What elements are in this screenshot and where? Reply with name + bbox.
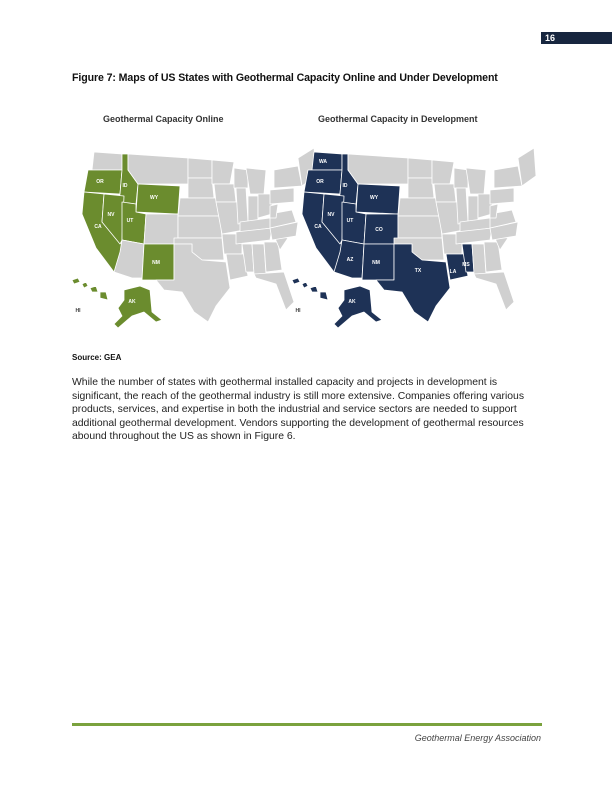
- figure-source: Source: GEA: [72, 353, 122, 362]
- state-wi: [234, 168, 248, 188]
- map-geothermal-online: [70, 140, 310, 330]
- map-geothermal-development: [290, 140, 530, 330]
- state-label-or: OR: [316, 179, 324, 185]
- state-label-nm: NM: [152, 260, 160, 266]
- state-label-az: AZ: [346, 257, 354, 263]
- state-ak-active: [334, 286, 382, 328]
- state-label-tx: TX: [414, 268, 422, 274]
- state-label-co: CO: [375, 227, 383, 233]
- state-in: [468, 196, 478, 222]
- state-nd: [188, 158, 212, 178]
- state-mn: [432, 160, 454, 184]
- state-label-nv: NV: [327, 212, 335, 218]
- state-label-hi: HI: [75, 308, 81, 314]
- state-label-wy: WY: [369, 195, 379, 201]
- state-sd: [188, 178, 214, 198]
- state-wi: [454, 168, 468, 188]
- state-label-ak: AK: [348, 299, 356, 305]
- state-mi: [466, 168, 486, 194]
- state-mn: [212, 160, 234, 184]
- state-pa: [490, 188, 514, 204]
- state-ia: [434, 184, 456, 202]
- state-mt: [128, 154, 188, 184]
- state-label-id: ID: [342, 183, 348, 189]
- state-label-hi: HI: [295, 308, 301, 314]
- state-label-wy: WY: [149, 195, 159, 201]
- map-title-development: Geothermal Capacity in Development: [318, 114, 478, 124]
- state-al: [252, 244, 266, 274]
- state-in: [248, 196, 258, 222]
- state-sd: [408, 178, 434, 198]
- state-label-ut: UT: [346, 218, 354, 224]
- state-fl: [254, 272, 294, 310]
- footer-rule: [72, 723, 542, 726]
- state-nd: [408, 158, 432, 178]
- state-wa: [92, 152, 122, 170]
- state-ny: [494, 166, 522, 188]
- state-ks: [178, 216, 222, 238]
- state-il: [456, 188, 468, 224]
- state-ne: [398, 198, 440, 216]
- state-label-wa: WA: [318, 159, 328, 165]
- map-title-online: Geothermal Capacity Online: [103, 114, 224, 124]
- body-paragraph: While the number of states with geothermal installed capacity and projects in development is significant, the reach of the geothermal industry is still more extensive. Companies offering various products, services, and expertise in both the industrial and service sectors are needed to support additional geothermal development. Vendors supporting the development of geothermal resources abound throughout the US as shown in Figure 6.: [72, 377, 525, 443]
- state-ak-active: [114, 286, 162, 328]
- state-mi: [246, 168, 266, 194]
- state-co: [144, 214, 178, 244]
- state-label-or: OR: [96, 179, 104, 185]
- state-mt: [348, 154, 408, 184]
- state-label-ca: CA: [94, 224, 102, 230]
- state-label-ca: CA: [314, 224, 322, 230]
- footer-organization: Geothermal Energy Association: [414, 733, 541, 743]
- state-label-nm: NM: [372, 260, 380, 266]
- state-ne: [178, 198, 220, 216]
- state-ks: [398, 216, 442, 238]
- state-hi-active: [72, 278, 108, 300]
- state-label-ak: AK: [128, 299, 136, 305]
- figure-title: Figure 7: Maps of US States with Geothermal Capacity Online and Under Development: [72, 72, 498, 84]
- state-label-id: ID: [122, 183, 128, 189]
- state-al: [472, 244, 486, 274]
- state-il: [236, 188, 248, 224]
- state-label-nv: NV: [107, 212, 115, 218]
- page-number: 16: [541, 32, 612, 44]
- state-ia: [214, 184, 236, 202]
- state-fl: [474, 272, 514, 310]
- state-label-ms: MS: [462, 262, 470, 268]
- state-label-ut: UT: [126, 218, 134, 224]
- state-label-la: LA: [449, 269, 457, 275]
- state-hi-active: [292, 278, 328, 300]
